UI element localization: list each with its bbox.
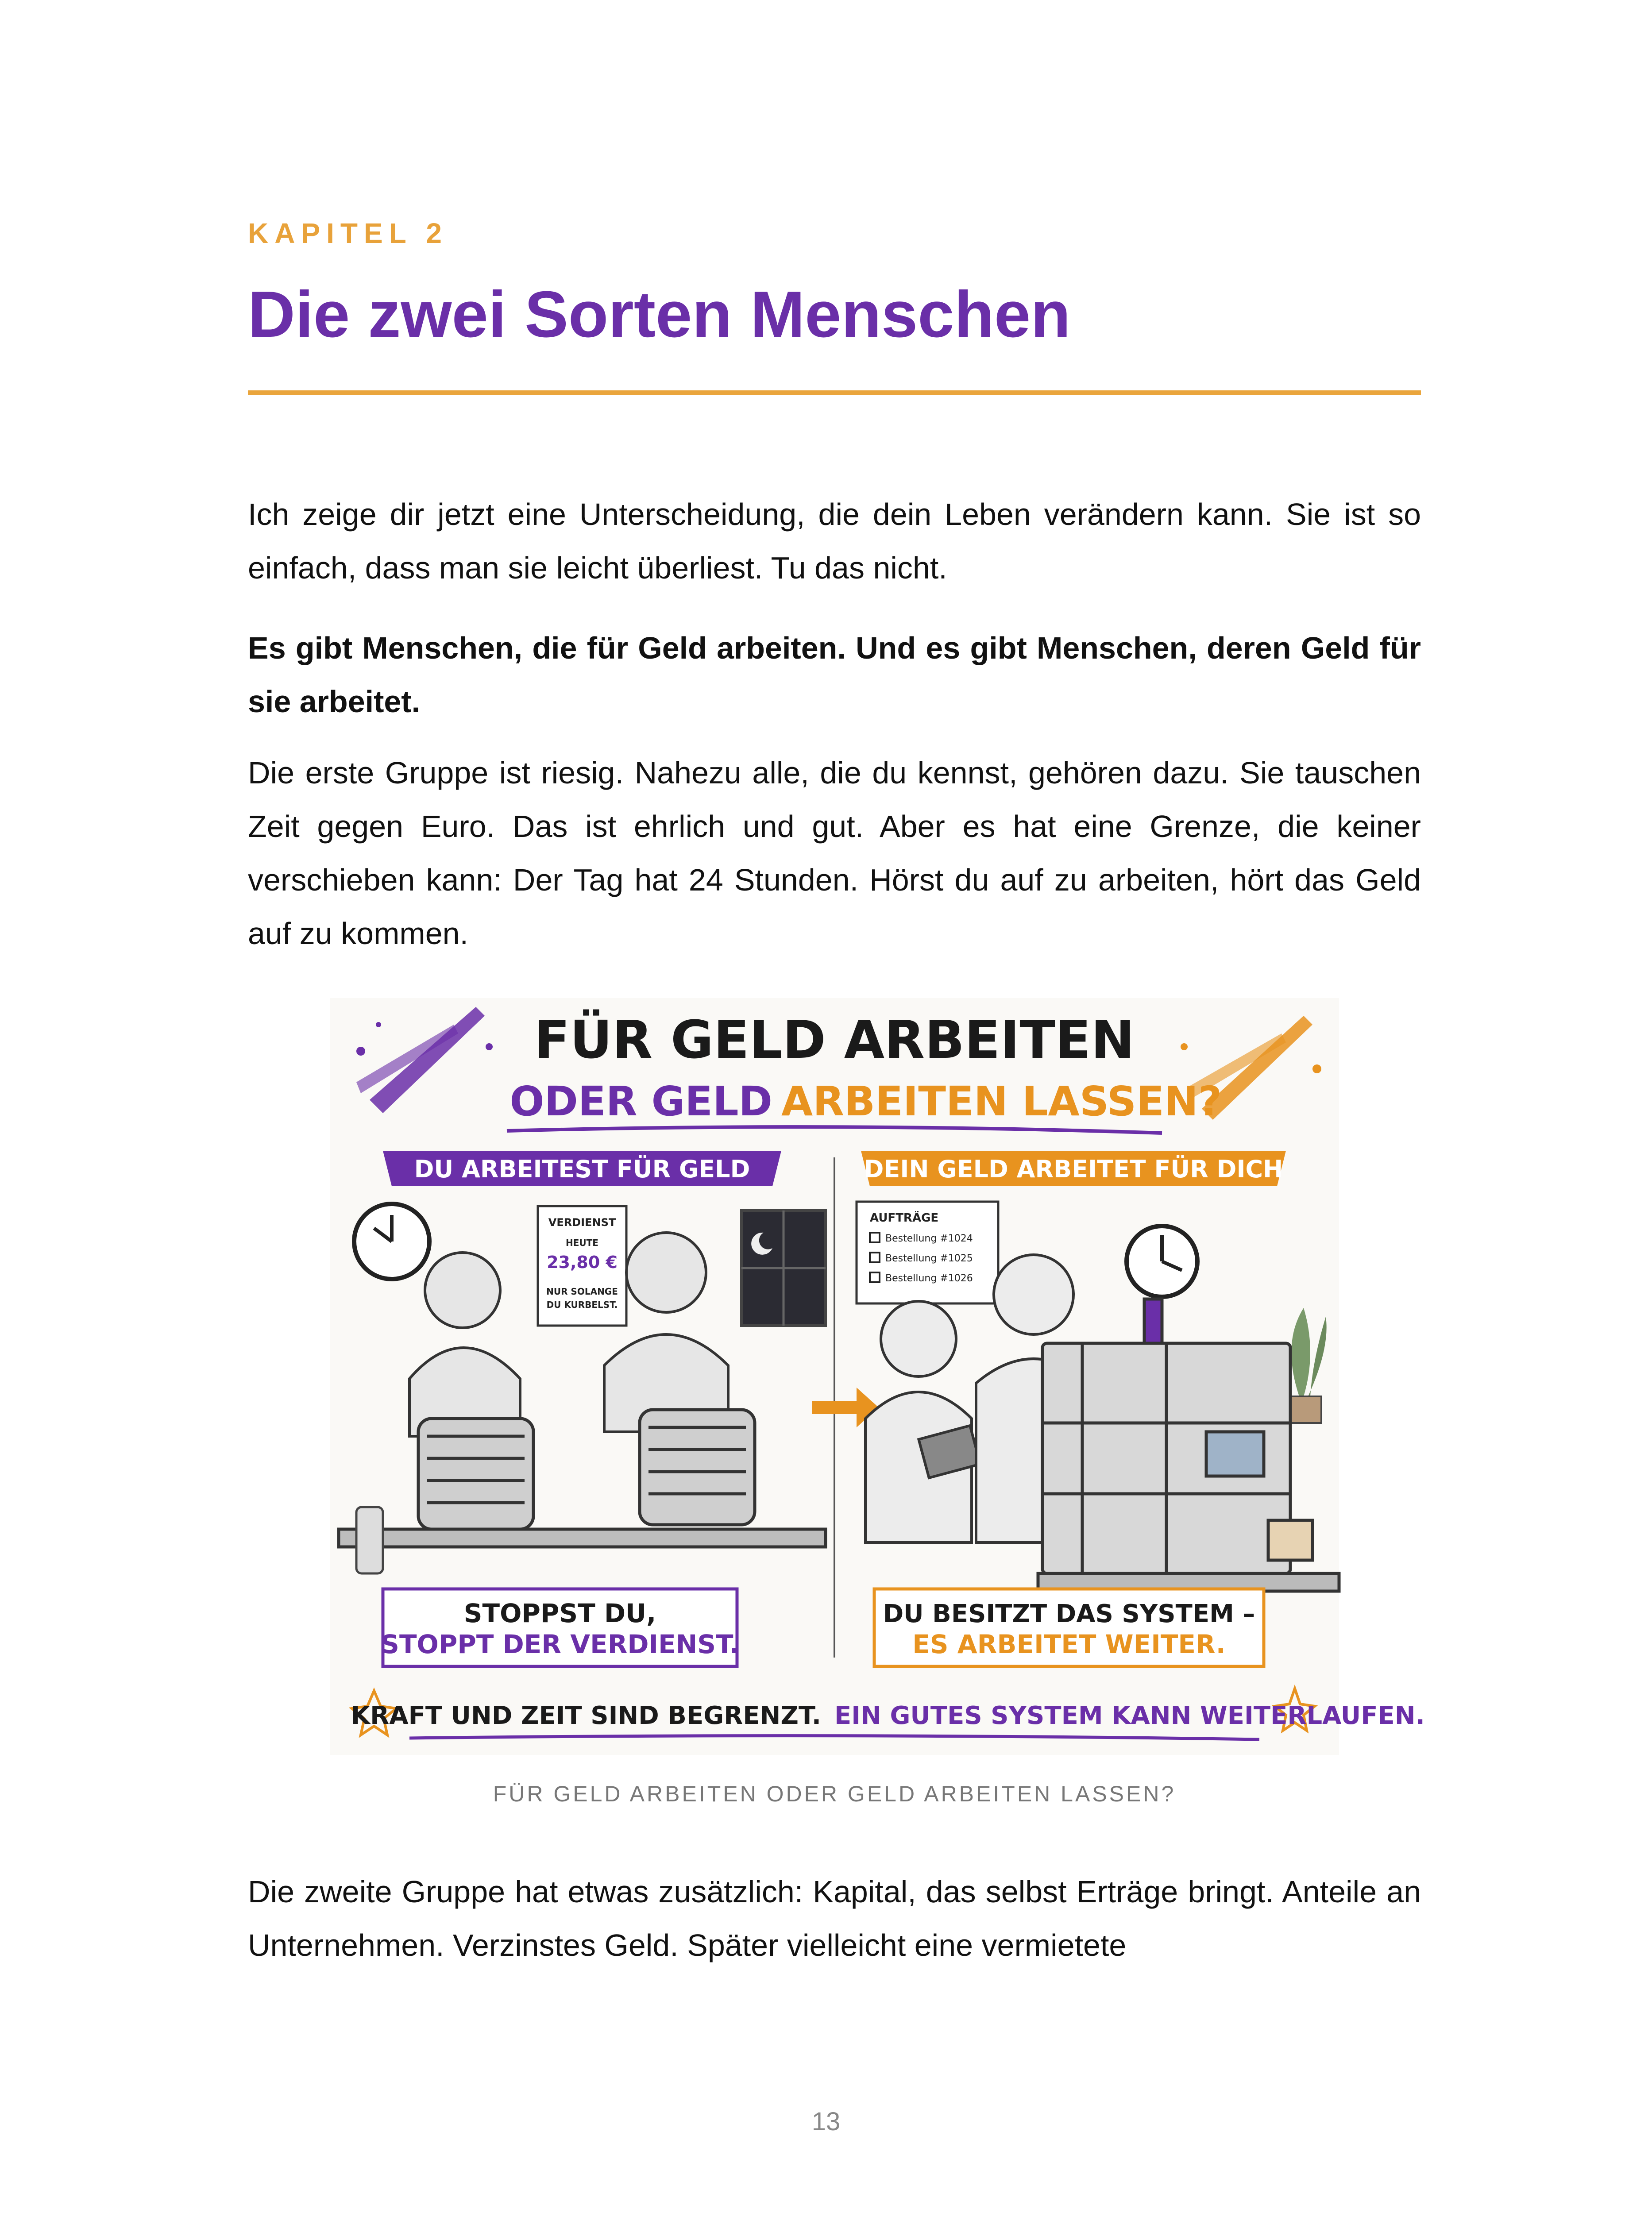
order-item: Bestellung #1026 bbox=[885, 1273, 973, 1284]
paragraph-second-group: Die zweite Gruppe hat etwas zusätzlich: Kapital, das selbst Erträge bringt. Anteile an Unternehmen. Verzinstes Geld. Später vielleicht eine vermietete bbox=[248, 1874, 1421, 1962]
earnings-sign bbox=[538, 1206, 626, 1326]
bottom-underline bbox=[409, 1736, 1259, 1739]
bottle-icon bbox=[356, 1507, 383, 1573]
purple-paint-splash bbox=[356, 1007, 493, 1113]
sign-note-1: NUR SOLANGE bbox=[546, 1286, 618, 1297]
paragraph-intro: Ich zeige dir jetzt eine Unterscheidung, die dein Leben verändern kann. Sie ist so einfach, dass man sie leicht überliest. Tu das nicht. bbox=[248, 497, 1421, 585]
left-box-line2: STOPPT DER VERDIENST. bbox=[381, 1629, 739, 1659]
right-box-line1: DU BESITZT DAS SYSTEM – bbox=[883, 1600, 1255, 1628]
plant-icon bbox=[1290, 1308, 1327, 1423]
clock-icon bbox=[354, 1204, 429, 1279]
right-banner-label: DEIN GELD ARBEITET FÜR DICH bbox=[864, 1155, 1283, 1183]
orders-board bbox=[857, 1202, 998, 1303]
figure-headline-line2-b: ARBEITEN LASSEN? bbox=[781, 1078, 1222, 1125]
title-divider bbox=[248, 390, 1421, 395]
illustration-figure bbox=[330, 998, 1425, 1755]
bottom-statement-b: EIN GUTES SYSTEM KANN WEITERLAUFEN. bbox=[834, 1701, 1425, 1730]
order-item: Bestellung #1025 bbox=[885, 1253, 973, 1264]
chapter-kicker: KAPITEL 2 bbox=[248, 217, 448, 249]
orders-title: AUFTRÄGE bbox=[870, 1211, 939, 1225]
sign-amount: 23,80 € bbox=[547, 1253, 618, 1272]
left-box-line1: STOPPST DU, bbox=[463, 1598, 656, 1628]
page-number: 13 bbox=[811, 2107, 841, 2136]
headline-underline bbox=[507, 1127, 1162, 1133]
sign-today: HEUTE bbox=[566, 1238, 598, 1248]
order-item: Bestellung #1024 bbox=[885, 1233, 973, 1244]
left-panel bbox=[339, 1151, 826, 1666]
sign-note-2: DU KURBELST. bbox=[546, 1299, 618, 1310]
right-box-line2: ES ARBEITET WEITER. bbox=[912, 1629, 1226, 1659]
bottom-statement-a: KRAFT UND ZEIT SIND BEGRENZT. bbox=[351, 1701, 821, 1730]
sign-title: VERDIENST bbox=[548, 1216, 616, 1229]
chapter-title: Die zwei Sorten Menschen bbox=[248, 278, 1071, 351]
clock-icon bbox=[1127, 1226, 1197, 1297]
night-window bbox=[741, 1211, 826, 1326]
figure-caption: FÜR GELD ARBEITEN ODER GELD ARBEITEN LASSEN? bbox=[493, 1781, 1176, 1806]
left-banner-label: DU ARBEITEST FÜR GELD bbox=[414, 1155, 750, 1183]
paragraph-first-group: Die erste Gruppe ist riesig. Nahezu alle, die du kennst, gehören dazu. Sie tauschen Zeit gegen Euro. Das ist ehrlich und gut. Aber es hat eine Grenze, die keiner verschieben kann: Der Tag hat 24 Stunden. Hörst du auf zu arbeiten, hört das Geld auf zu kommen. bbox=[248, 756, 1421, 951]
figure-headline-line2-a: ODER GELD bbox=[509, 1078, 772, 1125]
right-panel bbox=[857, 1151, 1339, 1666]
figure-headline-line1: FÜR GELD ARBEITEN bbox=[534, 1009, 1135, 1070]
paragraph-key-statement: Es gibt Menschen, die für Geld arbeiten. Und es gibt Menschen, deren Geld für sie arbeitet. bbox=[248, 631, 1421, 719]
